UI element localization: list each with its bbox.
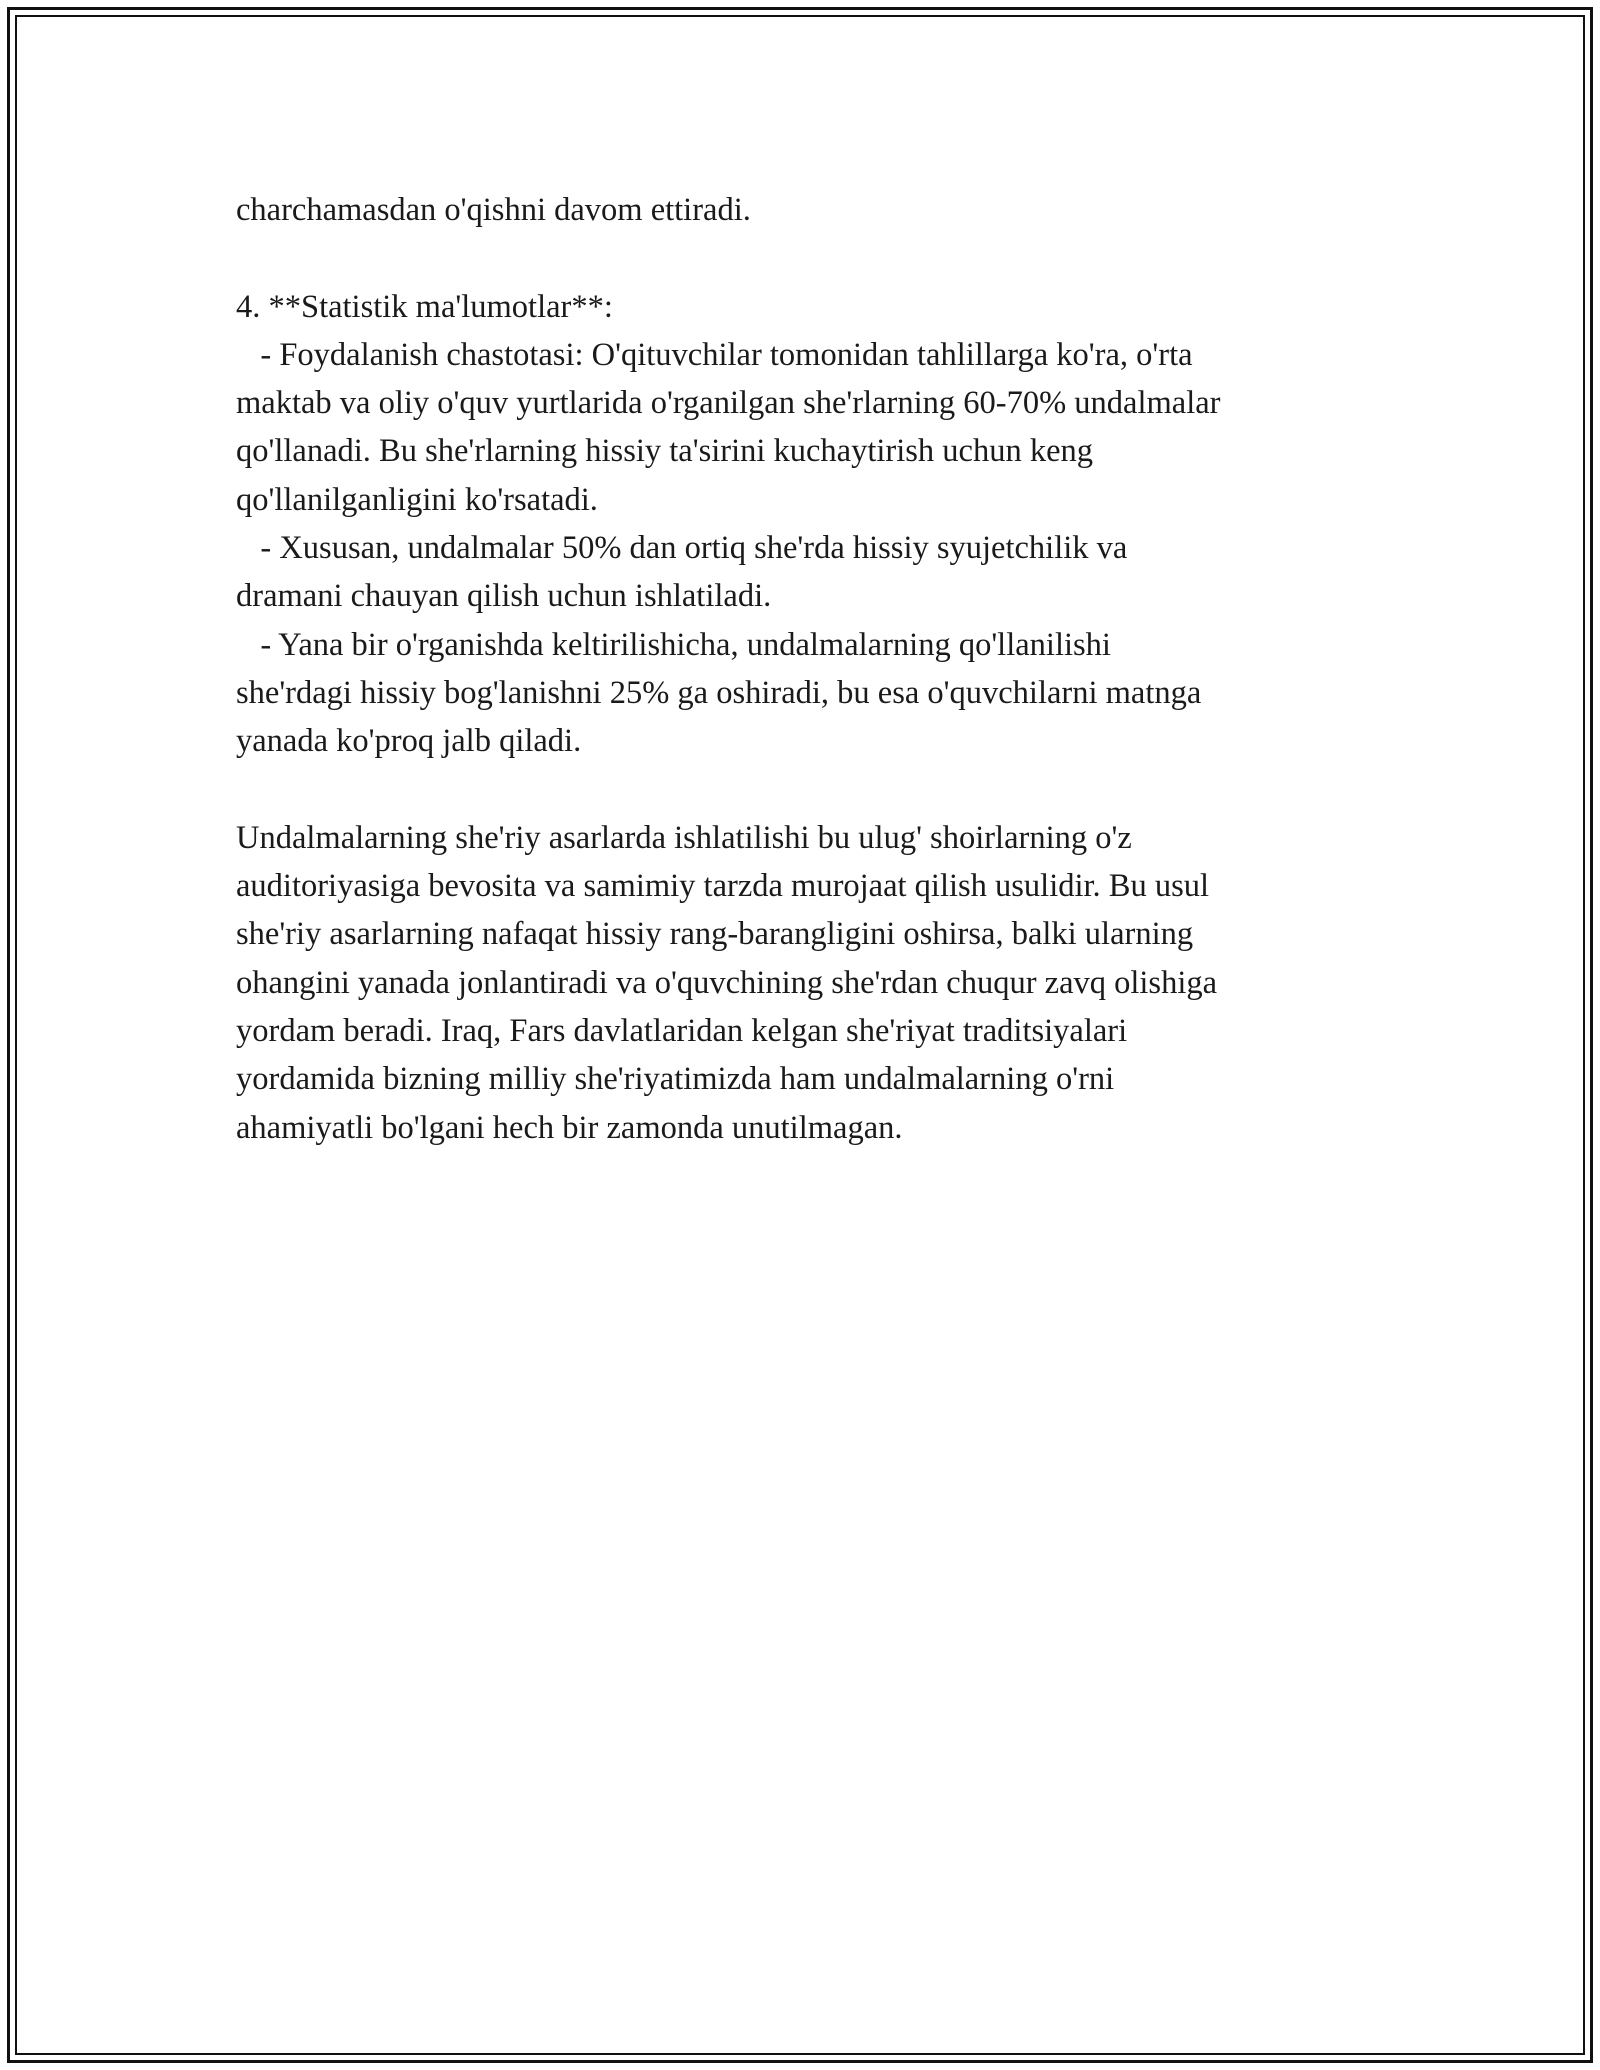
bullet-line: she'rdagi hissiy bog'lanishni 25% ga oshiradi, bu esa o'quvchilarni matnga xyxy=(236,674,1202,711)
bullet-line: qo'llanadi. Bu she'rlarning hissiy ta'sirini kuchaytirish uchun keng xyxy=(236,433,1094,470)
bullet-line: dramani chauyan qilish uchun ishlatiladi. xyxy=(236,578,772,615)
paragraph-line: auditoriyasiga bevosita va samimiy tarzda murojaat qilish usulidir. Bu usul xyxy=(236,868,1210,905)
bullet-frequency xyxy=(236,331,1366,524)
bullet-especially xyxy=(236,524,1366,621)
paragraph-gap xyxy=(236,766,1366,814)
bullet-line: yanada ko'proq jalb qiladi. xyxy=(236,723,582,760)
paragraph-line: yordamida bizning milliy she'riyatimizda ham undalmalarning o'rni xyxy=(236,1061,1115,1098)
bullet-study xyxy=(236,621,1366,766)
section-heading: 4. **Statistik ma'lumotlar**: xyxy=(236,288,613,325)
document-body xyxy=(236,186,1366,1152)
paragraph-line: yordam beradi. Iraq, Fars davlatlaridan kelgan she'riyat traditsiyalari xyxy=(236,1013,1128,1050)
intro-line: charchamasdan o'qishni davom ettiradi. xyxy=(236,192,751,228)
bullet-line: maktab va oliy o'quv yurtlarida o'rganilgan she'rlarning 60-70% undalmalar xyxy=(236,385,1221,422)
paragraph-line: ahamiyatli bo'lgani hech bir zamonda unutilmagan. xyxy=(236,1109,903,1146)
bullet-line: - Foydalanish chastotasi: O'qituvchilar tomonidan tahlillarga ko'ra, o'rta xyxy=(236,336,1193,373)
conclusion-paragraph xyxy=(236,814,1366,1152)
paragraph-line: she'riy asarlarning nafaqat hissiy rang-barangligini oshirsa, balki ularning xyxy=(236,916,1194,953)
paragraph-gap xyxy=(236,234,1366,282)
bullet-line: - Yana bir o'rganishda keltirilishicha, undalmalarning qo'llanilishi xyxy=(236,626,1111,663)
paragraph-line: ohangini yanada jonlantiradi va o'quvchining she'rdan chuqur zavq olishiga xyxy=(236,964,1218,1001)
paragraph-line: Undalmalarning she'riy asarlarda ishlatilishi bu ulug' shoirlarning o'z xyxy=(236,819,1132,856)
bullet-line: - Xususan, undalmalar 50% dan ortiq she'rda hissiy syujetchilik va xyxy=(236,530,1128,567)
bullet-line: qo'llanilganligini ko'rsatadi. xyxy=(236,481,598,518)
